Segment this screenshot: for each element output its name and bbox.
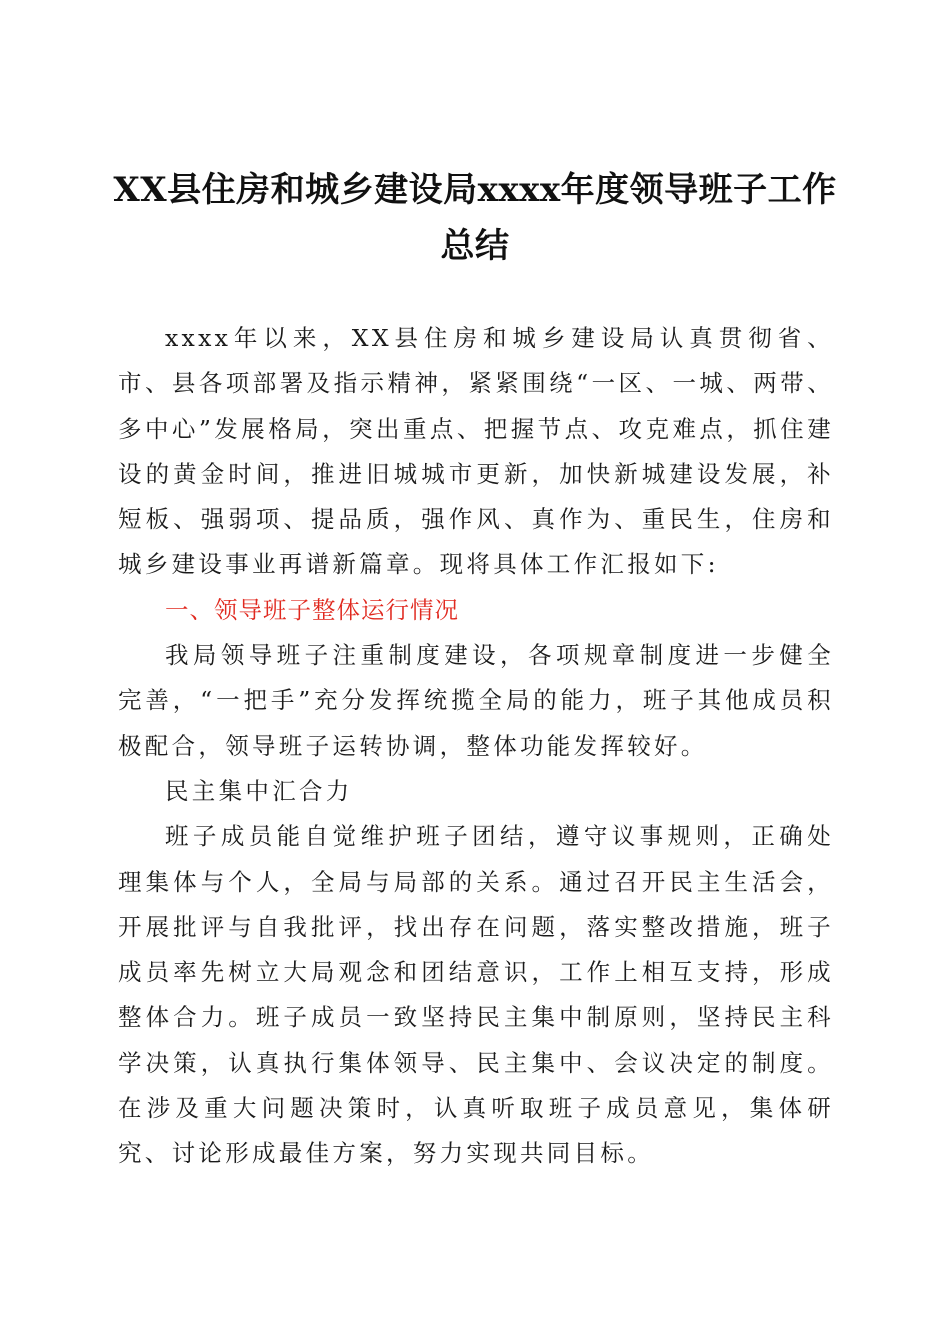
document-title: XX县住房和城乡建设局xxxx年度领导班子工作总结 (113, 170, 837, 266)
subsection-heading: 民主集中汇合力 (165, 776, 353, 805)
intro-paragraph: xxxx年以来，XX县住房和城乡建设局认真贯彻省、市、县各项部署及指示精神，紧紧围绕“一区、一城、两带、多中心”发展格局，突出重点、把握节点、攻克难点，抓住建设的黄金时间，推进旧城城市更新，加快新城建设发展，补短板、强弱项、提品质，强作风、真作为、重民生，住房和城乡建设事业再谱新篇章。现将具体工作汇报如下: (118, 324, 834, 579)
subsection-paragraph: 班子成员能自觉维护班子团结，遵守议事规则，正确处理集体与个人，全局与局部的关系。通过召开民主生活会，开展批评与自我批评，找出存在问题，落实整改措施，班子成员率先树立大局观念和团结意识，工作上相互支持，形成整体合力。班子成员一致坚持民主集中制原则，坚持民主科学决策，认真执行集体领导、民主集中、会议决定的制度。在涉及重大问题决策时，认真听取班子成员意见，集体研究、讨论形成最佳方案，努力实现共同目标。 (118, 822, 834, 1168)
section-paragraph: 我局领导班子注重制度建设，各项规章制度进一步健全完善，“一把手”充分发挥统揽全局的能力，班子其他成员积极配合，领导班子运转协调，整体功能发挥较好。 (118, 641, 834, 760)
section-heading: 一、领导班子整体运行情况 (165, 595, 459, 624)
document-body (118, 316, 834, 1177)
